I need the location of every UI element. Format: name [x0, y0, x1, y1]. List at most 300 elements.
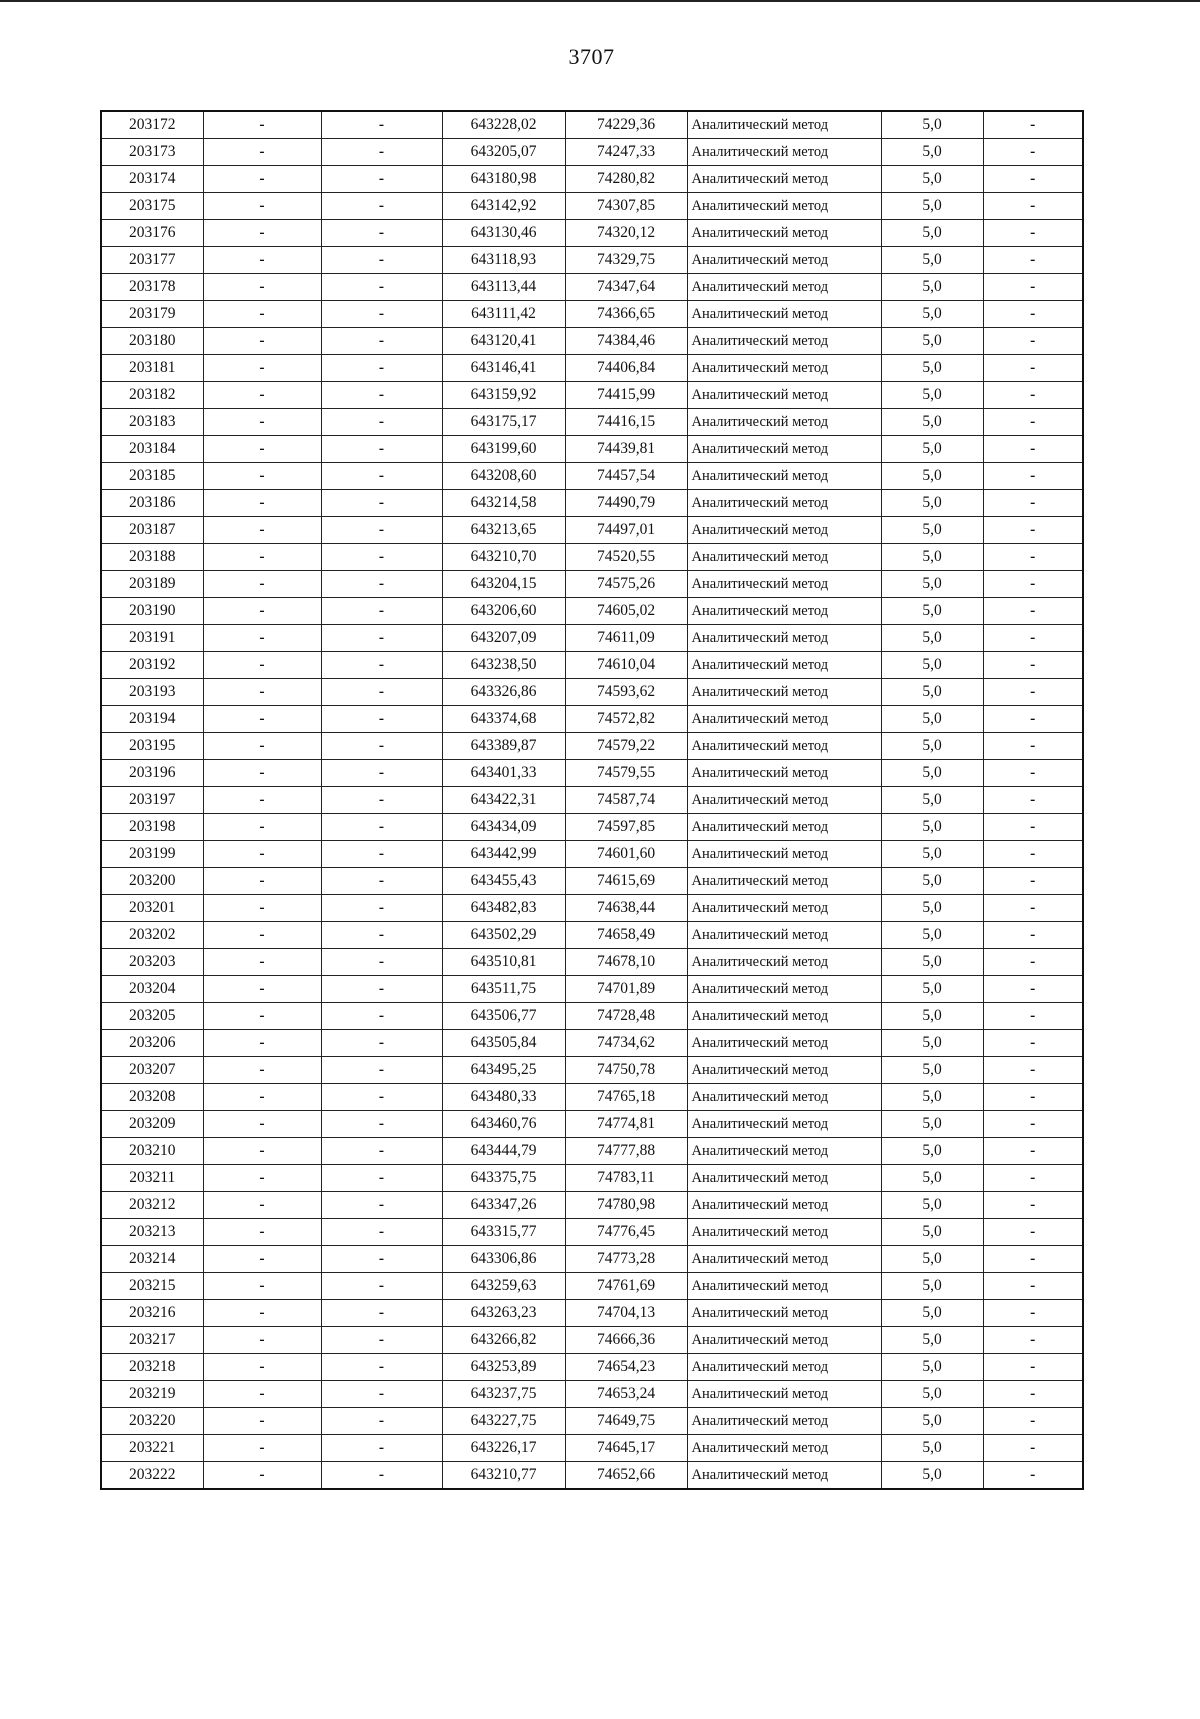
method-cell: Аналитический метод — [687, 382, 881, 409]
table-row — [101, 193, 1083, 220]
y-coordinate-cell: 74329,75 — [565, 247, 687, 274]
point-number-cell: 203192 — [101, 652, 203, 679]
y-coordinate-cell: 74750,78 — [565, 1057, 687, 1084]
column-3-cell: - — [321, 1300, 442, 1327]
method-cell: Аналитический метод — [687, 598, 881, 625]
page-number: 3707 — [568, 44, 615, 69]
column-2-cell: - — [203, 652, 321, 679]
column-2-cell: - — [203, 814, 321, 841]
column-2-cell: - — [203, 139, 321, 166]
x-coordinate-cell: 643326,86 — [442, 679, 565, 706]
x-coordinate-cell: 643455,43 — [442, 868, 565, 895]
accuracy-cell: 5,0 — [881, 490, 983, 517]
table-row — [101, 1273, 1083, 1300]
accuracy-cell: 5,0 — [881, 1381, 983, 1408]
column-2-cell: - — [203, 1354, 321, 1381]
method-cell: Аналитический метод — [687, 1030, 881, 1057]
point-number-cell: 203219 — [101, 1381, 203, 1408]
y-coordinate-cell: 74777,88 — [565, 1138, 687, 1165]
accuracy-cell: 5,0 — [881, 1354, 983, 1381]
column-2-cell: - — [203, 706, 321, 733]
accuracy-cell: 5,0 — [881, 1057, 983, 1084]
table-row — [101, 760, 1083, 787]
table-row — [101, 1057, 1083, 1084]
accuracy-cell: 5,0 — [881, 517, 983, 544]
accuracy-cell: 5,0 — [881, 760, 983, 787]
column-8-cell: - — [983, 463, 1083, 490]
column-8-cell: - — [983, 1138, 1083, 1165]
column-8-cell: - — [983, 1273, 1083, 1300]
column-3-cell: - — [321, 220, 442, 247]
column-3-cell: - — [321, 382, 442, 409]
accuracy-cell: 5,0 — [881, 463, 983, 490]
column-3-cell: - — [321, 517, 442, 544]
y-coordinate-cell: 74366,65 — [565, 301, 687, 328]
accuracy-cell: 5,0 — [881, 1111, 983, 1138]
column-2-cell: - — [203, 733, 321, 760]
column-2-cell: - — [203, 841, 321, 868]
table-row — [101, 490, 1083, 517]
accuracy-cell: 5,0 — [881, 139, 983, 166]
x-coordinate-cell: 643206,60 — [442, 598, 565, 625]
column-2-cell: - — [203, 1165, 321, 1192]
column-3-cell: - — [321, 1003, 442, 1030]
y-coordinate-cell: 74457,54 — [565, 463, 687, 490]
table-row — [101, 787, 1083, 814]
table-row — [101, 1111, 1083, 1138]
method-cell: Аналитический метод — [687, 1138, 881, 1165]
y-coordinate-cell: 74439,81 — [565, 436, 687, 463]
point-number-cell: 203214 — [101, 1246, 203, 1273]
point-number-cell: 203173 — [101, 139, 203, 166]
point-number-cell: 203217 — [101, 1327, 203, 1354]
point-number-cell: 203202 — [101, 922, 203, 949]
accuracy-cell: 5,0 — [881, 841, 983, 868]
method-cell: Аналитический метод — [687, 706, 881, 733]
accuracy-cell: 5,0 — [881, 274, 983, 301]
column-8-cell: - — [983, 1219, 1083, 1246]
accuracy-cell: 5,0 — [881, 733, 983, 760]
y-coordinate-cell: 74773,28 — [565, 1246, 687, 1273]
x-coordinate-cell: 643130,46 — [442, 220, 565, 247]
accuracy-cell: 5,0 — [881, 111, 983, 139]
method-cell: Аналитический метод — [687, 1435, 881, 1462]
y-coordinate-cell: 74601,60 — [565, 841, 687, 868]
y-coordinate-cell: 74497,01 — [565, 517, 687, 544]
method-cell: Аналитический метод — [687, 328, 881, 355]
x-coordinate-cell: 643214,58 — [442, 490, 565, 517]
x-coordinate-cell: 643238,50 — [442, 652, 565, 679]
accuracy-cell: 5,0 — [881, 166, 983, 193]
method-cell: Аналитический метод — [687, 895, 881, 922]
y-coordinate-cell: 74611,09 — [565, 625, 687, 652]
x-coordinate-cell: 643118,93 — [442, 247, 565, 274]
column-8-cell: - — [983, 1057, 1083, 1084]
x-coordinate-cell: 643175,17 — [442, 409, 565, 436]
point-number-cell: 203207 — [101, 1057, 203, 1084]
x-coordinate-cell: 643460,76 — [442, 1111, 565, 1138]
column-8-cell: - — [983, 1165, 1083, 1192]
coordinates-table — [100, 110, 1084, 1490]
y-coordinate-cell: 74415,99 — [565, 382, 687, 409]
point-number-cell: 203188 — [101, 544, 203, 571]
method-cell: Аналитический метод — [687, 1246, 881, 1273]
column-3-cell: - — [321, 1354, 442, 1381]
method-cell: Аналитический метод — [687, 1219, 881, 1246]
table-row — [101, 1354, 1083, 1381]
table-row — [101, 382, 1083, 409]
method-cell: Аналитический метод — [687, 1381, 881, 1408]
y-coordinate-cell: 74780,98 — [565, 1192, 687, 1219]
method-cell: Аналитический метод — [687, 571, 881, 598]
y-coordinate-cell: 74638,44 — [565, 895, 687, 922]
column-8-cell: - — [983, 166, 1083, 193]
table-row — [101, 1003, 1083, 1030]
column-3-cell: - — [321, 409, 442, 436]
accuracy-cell: 5,0 — [881, 1273, 983, 1300]
table-row — [101, 139, 1083, 166]
point-number-cell: 203212 — [101, 1192, 203, 1219]
x-coordinate-cell: 643159,92 — [442, 382, 565, 409]
column-3-cell: - — [321, 814, 442, 841]
point-number-cell: 203193 — [101, 679, 203, 706]
point-number-cell: 203198 — [101, 814, 203, 841]
point-number-cell: 203203 — [101, 949, 203, 976]
y-coordinate-cell: 74579,22 — [565, 733, 687, 760]
point-number-cell: 203221 — [101, 1435, 203, 1462]
column-2-cell: - — [203, 1057, 321, 1084]
column-8-cell: - — [983, 436, 1083, 463]
x-coordinate-cell: 643480,33 — [442, 1084, 565, 1111]
accuracy-cell: 5,0 — [881, 625, 983, 652]
point-number-cell: 203213 — [101, 1219, 203, 1246]
x-coordinate-cell: 643146,41 — [442, 355, 565, 382]
method-cell: Аналитический метод — [687, 1057, 881, 1084]
accuracy-cell: 5,0 — [881, 976, 983, 1003]
table-row — [101, 166, 1083, 193]
column-2-cell: - — [203, 1462, 321, 1490]
y-coordinate-cell: 74416,15 — [565, 409, 687, 436]
column-8-cell: - — [983, 598, 1083, 625]
accuracy-cell: 5,0 — [881, 247, 983, 274]
table-row — [101, 220, 1083, 247]
table-row — [101, 274, 1083, 301]
method-cell: Аналитический метод — [687, 274, 881, 301]
y-coordinate-cell: 74765,18 — [565, 1084, 687, 1111]
column-3-cell: - — [321, 895, 442, 922]
column-3-cell: - — [321, 1084, 442, 1111]
y-coordinate-cell: 74615,69 — [565, 868, 687, 895]
column-8-cell: - — [983, 1327, 1083, 1354]
column-3-cell: - — [321, 1381, 442, 1408]
y-coordinate-cell: 74587,74 — [565, 787, 687, 814]
column-8-cell: - — [983, 247, 1083, 274]
column-2-cell: - — [203, 247, 321, 274]
column-8-cell: - — [983, 625, 1083, 652]
column-3-cell: - — [321, 625, 442, 652]
table-row — [101, 679, 1083, 706]
table-row — [101, 1030, 1083, 1057]
column-8-cell: - — [983, 1408, 1083, 1435]
point-number-cell: 203206 — [101, 1030, 203, 1057]
method-cell: Аналитический метод — [687, 220, 881, 247]
column-3-cell: - — [321, 868, 442, 895]
column-3-cell: - — [321, 706, 442, 733]
column-2-cell: - — [203, 166, 321, 193]
accuracy-cell: 5,0 — [881, 1435, 983, 1462]
method-cell: Аналитический метод — [687, 409, 881, 436]
column-3-cell: - — [321, 166, 442, 193]
y-coordinate-cell: 74610,04 — [565, 652, 687, 679]
method-cell: Аналитический метод — [687, 1408, 881, 1435]
y-coordinate-cell: 74776,45 — [565, 1219, 687, 1246]
column-8-cell: - — [983, 1111, 1083, 1138]
table-row — [101, 1219, 1083, 1246]
x-coordinate-cell: 643237,75 — [442, 1381, 565, 1408]
x-coordinate-cell: 643495,25 — [442, 1057, 565, 1084]
method-cell: Аналитический метод — [687, 1273, 881, 1300]
point-number-cell: 203205 — [101, 1003, 203, 1030]
method-cell: Аналитический метод — [687, 355, 881, 382]
column-3-cell: - — [321, 490, 442, 517]
column-3-cell: - — [321, 598, 442, 625]
column-2-cell: - — [203, 301, 321, 328]
column-3-cell: - — [321, 976, 442, 1003]
x-coordinate-cell: 643210,77 — [442, 1462, 565, 1490]
column-3-cell: - — [321, 1057, 442, 1084]
column-8-cell: - — [983, 895, 1083, 922]
y-coordinate-cell: 74320,12 — [565, 220, 687, 247]
point-number-cell: 203211 — [101, 1165, 203, 1192]
column-2-cell: - — [203, 679, 321, 706]
column-2-cell: - — [203, 1138, 321, 1165]
x-coordinate-cell: 643199,60 — [442, 436, 565, 463]
x-coordinate-cell: 643375,75 — [442, 1165, 565, 1192]
x-coordinate-cell: 643142,92 — [442, 193, 565, 220]
accuracy-cell: 5,0 — [881, 1138, 983, 1165]
x-coordinate-cell: 643207,09 — [442, 625, 565, 652]
point-number-cell: 203184 — [101, 436, 203, 463]
column-2-cell: - — [203, 193, 321, 220]
y-coordinate-cell: 74229,36 — [565, 111, 687, 139]
x-coordinate-cell: 643374,68 — [442, 706, 565, 733]
column-8-cell: - — [983, 922, 1083, 949]
table-row — [101, 625, 1083, 652]
accuracy-cell: 5,0 — [881, 598, 983, 625]
column-8-cell: - — [983, 706, 1083, 733]
method-cell: Аналитический метод — [687, 544, 881, 571]
y-coordinate-cell: 74666,36 — [565, 1327, 687, 1354]
point-number-cell: 203209 — [101, 1111, 203, 1138]
y-coordinate-cell: 74572,82 — [565, 706, 687, 733]
method-cell: Аналитический метод — [687, 976, 881, 1003]
method-cell: Аналитический метод — [687, 949, 881, 976]
table-row — [101, 841, 1083, 868]
column-8-cell: - — [983, 1435, 1083, 1462]
column-8-cell: - — [983, 787, 1083, 814]
point-number-cell: 203186 — [101, 490, 203, 517]
y-coordinate-cell: 74605,02 — [565, 598, 687, 625]
column-3-cell: - — [321, 1462, 442, 1490]
point-number-cell: 203174 — [101, 166, 203, 193]
column-3-cell: - — [321, 111, 442, 139]
point-number-cell: 203199 — [101, 841, 203, 868]
column-8-cell: - — [983, 976, 1083, 1003]
accuracy-cell: 5,0 — [881, 1084, 983, 1111]
table-row — [101, 111, 1083, 139]
method-cell: Аналитический метод — [687, 1111, 881, 1138]
accuracy-cell: 5,0 — [881, 355, 983, 382]
column-3-cell: - — [321, 787, 442, 814]
accuracy-cell: 5,0 — [881, 1165, 983, 1192]
point-number-cell: 203196 — [101, 760, 203, 787]
point-number-cell: 203175 — [101, 193, 203, 220]
accuracy-cell: 5,0 — [881, 544, 983, 571]
column-2-cell: - — [203, 517, 321, 544]
method-cell: Аналитический метод — [687, 922, 881, 949]
column-2-cell: - — [203, 1192, 321, 1219]
y-coordinate-cell: 74406,84 — [565, 355, 687, 382]
table-row — [101, 328, 1083, 355]
column-8-cell: - — [983, 139, 1083, 166]
column-2-cell: - — [203, 274, 321, 301]
method-cell: Аналитический метод — [687, 436, 881, 463]
method-cell: Аналитический метод — [687, 787, 881, 814]
method-cell: Аналитический метод — [687, 111, 881, 139]
method-cell: Аналитический метод — [687, 733, 881, 760]
column-2-cell: - — [203, 1111, 321, 1138]
column-8-cell: - — [983, 490, 1083, 517]
column-8-cell: - — [983, 733, 1083, 760]
column-2-cell: - — [203, 1246, 321, 1273]
y-coordinate-cell: 74247,33 — [565, 139, 687, 166]
table-row — [101, 868, 1083, 895]
table-row — [101, 1327, 1083, 1354]
column-8-cell: - — [983, 868, 1083, 895]
column-3-cell: - — [321, 247, 442, 274]
method-cell: Аналитический метод — [687, 166, 881, 193]
column-2-cell: - — [203, 976, 321, 1003]
accuracy-cell: 5,0 — [881, 706, 983, 733]
point-number-cell: 203200 — [101, 868, 203, 895]
column-8-cell: - — [983, 1300, 1083, 1327]
table-row — [101, 409, 1083, 436]
column-2-cell: - — [203, 382, 321, 409]
y-coordinate-cell: 74280,82 — [565, 166, 687, 193]
column-3-cell: - — [321, 949, 442, 976]
column-2-cell: - — [203, 1408, 321, 1435]
column-2-cell: - — [203, 1327, 321, 1354]
x-coordinate-cell: 643111,42 — [442, 301, 565, 328]
accuracy-cell: 5,0 — [881, 1300, 983, 1327]
table-row — [101, 1435, 1083, 1462]
x-coordinate-cell: 643208,60 — [442, 463, 565, 490]
method-cell: Аналитический метод — [687, 760, 881, 787]
accuracy-cell: 5,0 — [881, 409, 983, 436]
y-coordinate-cell: 74701,89 — [565, 976, 687, 1003]
method-cell: Аналитический метод — [687, 679, 881, 706]
column-2-cell: - — [203, 1030, 321, 1057]
x-coordinate-cell: 643266,82 — [442, 1327, 565, 1354]
column-3-cell: - — [321, 922, 442, 949]
point-number-cell: 203177 — [101, 247, 203, 274]
column-8-cell: - — [983, 652, 1083, 679]
point-number-cell: 203187 — [101, 517, 203, 544]
accuracy-cell: 5,0 — [881, 571, 983, 598]
point-number-cell: 203191 — [101, 625, 203, 652]
table-row — [101, 1246, 1083, 1273]
column-2-cell: - — [203, 220, 321, 247]
method-cell: Аналитический метод — [687, 814, 881, 841]
column-3-cell: - — [321, 139, 442, 166]
point-number-cell: 203218 — [101, 1354, 203, 1381]
method-cell: Аналитический метод — [687, 868, 881, 895]
column-2-cell: - — [203, 598, 321, 625]
column-3-cell: - — [321, 328, 442, 355]
point-number-cell: 203182 — [101, 382, 203, 409]
y-coordinate-cell: 74761,69 — [565, 1273, 687, 1300]
column-2-cell: - — [203, 328, 321, 355]
accuracy-cell: 5,0 — [881, 895, 983, 922]
method-cell: Аналитический метод — [687, 1354, 881, 1381]
point-number-cell: 203190 — [101, 598, 203, 625]
y-coordinate-cell: 74704,13 — [565, 1300, 687, 1327]
column-2-cell: - — [203, 895, 321, 922]
column-3-cell: - — [321, 463, 442, 490]
column-8-cell: - — [983, 1030, 1083, 1057]
x-coordinate-cell: 643389,87 — [442, 733, 565, 760]
y-coordinate-cell: 74653,24 — [565, 1381, 687, 1408]
column-8-cell: - — [983, 1462, 1083, 1490]
column-3-cell: - — [321, 301, 442, 328]
point-number-cell: 203180 — [101, 328, 203, 355]
column-3-cell: - — [321, 1030, 442, 1057]
table-row — [101, 247, 1083, 274]
column-2-cell: - — [203, 922, 321, 949]
x-coordinate-cell: 643510,81 — [442, 949, 565, 976]
column-2-cell: - — [203, 1300, 321, 1327]
table-row — [101, 517, 1083, 544]
column-8-cell: - — [983, 1354, 1083, 1381]
column-3-cell: - — [321, 571, 442, 598]
column-2-cell: - — [203, 1084, 321, 1111]
y-coordinate-cell: 74728,48 — [565, 1003, 687, 1030]
column-3-cell: - — [321, 1408, 442, 1435]
point-number-cell: 203176 — [101, 220, 203, 247]
column-3-cell: - — [321, 355, 442, 382]
x-coordinate-cell: 643263,23 — [442, 1300, 565, 1327]
point-number-cell: 203215 — [101, 1273, 203, 1300]
method-cell: Аналитический метод — [687, 301, 881, 328]
column-8-cell: - — [983, 949, 1083, 976]
accuracy-cell: 5,0 — [881, 301, 983, 328]
method-cell: Аналитический метод — [687, 1165, 881, 1192]
column-8-cell: - — [983, 409, 1083, 436]
method-cell: Аналитический метод — [687, 1327, 881, 1354]
x-coordinate-cell: 643180,98 — [442, 166, 565, 193]
method-cell: Аналитический метод — [687, 652, 881, 679]
accuracy-cell: 5,0 — [881, 922, 983, 949]
column-3-cell: - — [321, 1273, 442, 1300]
point-number-cell: 203210 — [101, 1138, 203, 1165]
column-8-cell: - — [983, 111, 1083, 139]
column-3-cell: - — [321, 1138, 442, 1165]
y-coordinate-cell: 74520,55 — [565, 544, 687, 571]
x-coordinate-cell: 643505,84 — [442, 1030, 565, 1057]
point-number-cell: 203220 — [101, 1408, 203, 1435]
column-8-cell: - — [983, 1381, 1083, 1408]
accuracy-cell: 5,0 — [881, 1030, 983, 1057]
